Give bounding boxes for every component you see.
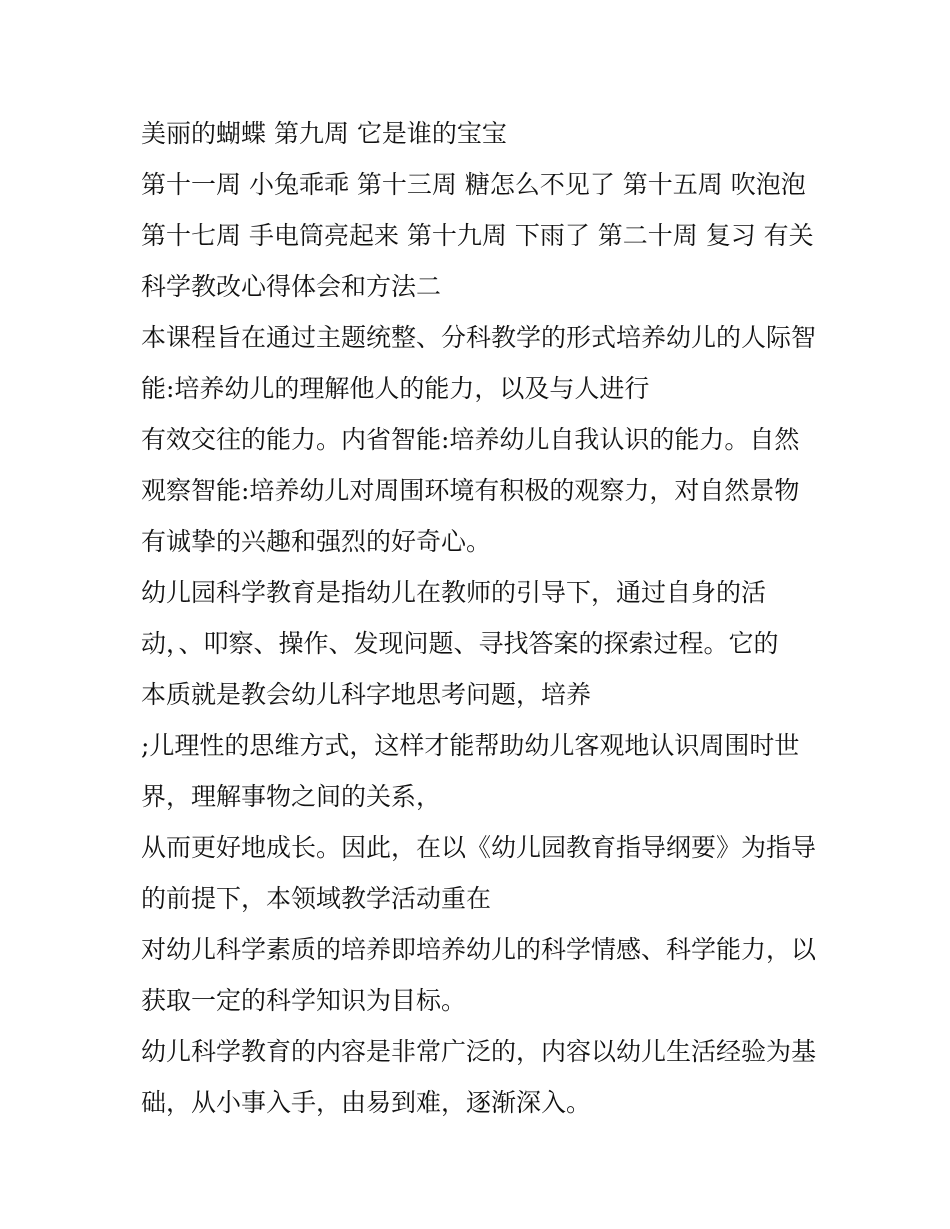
text-line: 本质就是教会幼儿科字地思考问题，培养: [141, 680, 592, 709]
text-line: 有效交往的能力。内省智能:培养幼儿自我认识的能力。自然: [141, 425, 800, 454]
text-line: 界，理解事物之间的关系，: [141, 782, 442, 811]
text-line: ;儿理性的思维方式，这样才能帮助幼儿客观地认识周围时世: [141, 731, 800, 760]
text-line: 本课程旨在通过主题统整、分科教学的形式培养幼儿的人际智: [141, 323, 817, 352]
text-line: 础，从小事入手，由易到难，逐渐深入。: [141, 1088, 592, 1117]
text-line: 能:培养幼儿的理解他人的能力，以及与人进行: [141, 374, 650, 403]
text-line: 动，、叩察、操作、发现问题、寻找答案的探索过程。它的: [141, 629, 779, 658]
section-heading: 科学教改心得体会和方法二: [141, 272, 442, 301]
text-line: 获取一定的科学知识为目标。: [141, 986, 467, 1015]
text-line: 观察智能:培养幼儿对周围环境有积极的观察力，对自然景物: [141, 476, 800, 505]
text-line: 幼儿园科学教育是指幼儿在教师的引导下，通过自身的活: [141, 578, 767, 607]
text-line: 的前提下，本领域教学活动重在: [141, 884, 492, 913]
text-line: 美丽的蝴蝶 第九周 它是谁的宝宝: [141, 119, 507, 148]
text-line: 幼儿科学教育的内容是非常广泛的，内容以幼儿生活经验为基: [141, 1037, 817, 1066]
document-body: [141, 108, 831, 1128]
text-line: 第十一周 小兔乖乖 第十三周 糖怎么不见了 第十五周 吹泡泡: [141, 170, 806, 199]
text-line: 从而更好地成长。因此，在以《幼儿园教育指导纲要》为指导: [141, 833, 817, 862]
text-line: 有诚挚的兴趣和强烈的好奇心。: [141, 527, 492, 556]
text-line: 第十七周 手电筒亮起来 第十九周 下雨了 第二十周 复习 有关: [141, 221, 814, 250]
text-line: 对幼儿科学素质的培养即培养幼儿的科学情感、科学能力，以: [141, 935, 817, 964]
